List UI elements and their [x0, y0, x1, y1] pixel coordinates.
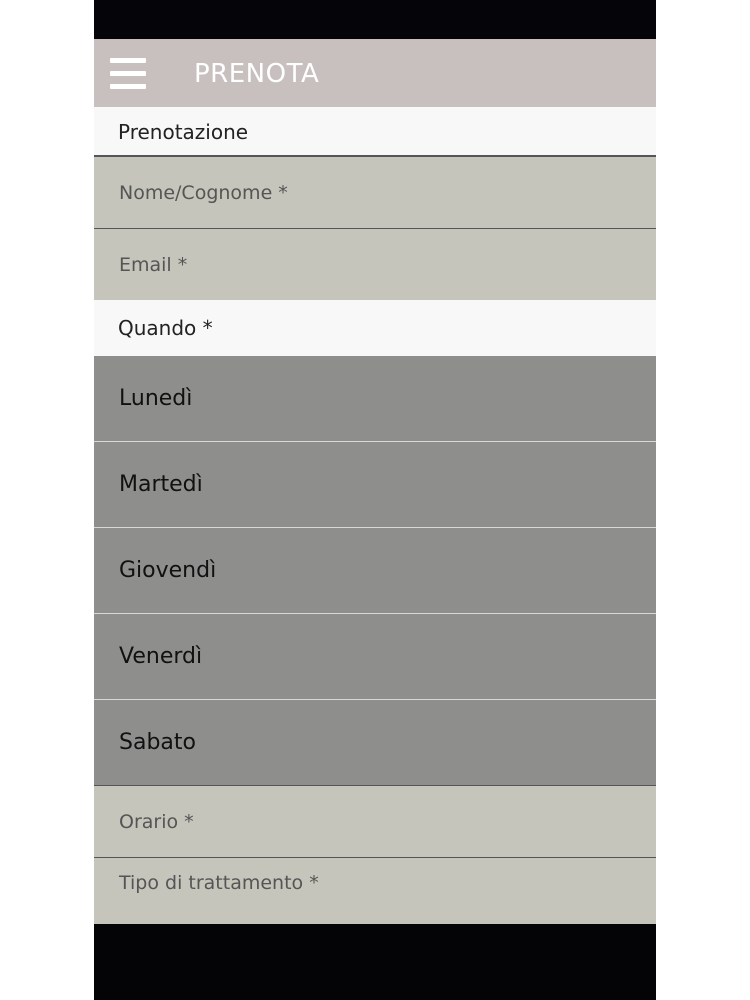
day-option-lunedi[interactable]: Lunedì — [94, 356, 656, 442]
treatment-type-field[interactable]: Tipo di trattamento * — [94, 858, 656, 924]
section-label-prenotazione: Prenotazione — [94, 107, 656, 157]
navigation-bar — [94, 924, 656, 1000]
menu-line — [110, 84, 146, 89]
day-option-venerdi[interactable]: Venerdì — [94, 614, 656, 700]
booking-form — [94, 107, 656, 924]
app-bar — [94, 39, 656, 107]
menu-line — [110, 71, 146, 76]
phone-screen — [94, 0, 656, 1000]
status-bar — [94, 0, 656, 39]
time-field[interactable]: Orario * — [94, 786, 656, 858]
day-select-list — [94, 356, 656, 786]
menu-line — [110, 58, 146, 63]
page-title: PRENOTA — [194, 59, 320, 89]
day-option-sabato[interactable]: Sabato — [94, 700, 656, 786]
hamburger-menu-icon[interactable] — [110, 58, 146, 90]
day-option-giovendi[interactable]: Giovendì — [94, 528, 656, 614]
when-label: Quando * — [94, 300, 656, 356]
day-option-martedi[interactable]: Martedì — [94, 442, 656, 528]
name-field[interactable]: Nome/Cognome * — [94, 157, 656, 229]
email-field[interactable]: Email * — [94, 229, 656, 300]
